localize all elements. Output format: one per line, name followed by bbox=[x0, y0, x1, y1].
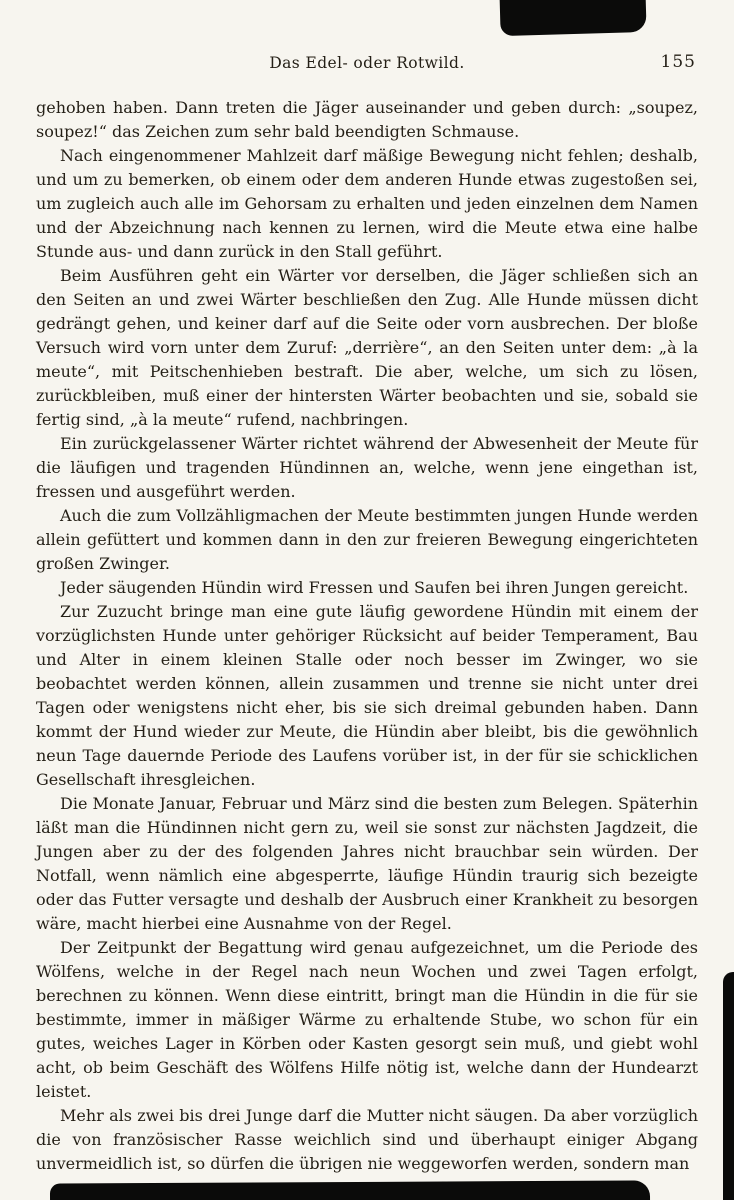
paragraph: Beim Ausführen geht ein Wärter vor derselben, die Jäger schließen sich an den Seiten an und zwei Wärter beschließen den Zug. Alle Hunde müssen dicht gedrängt gehen, und keiner darf auf die Seite oder vorn ausbrechen. Der bloße Versuch wird vorn unter dem Zuruf: „derrière“, an den Seiten unter dem: „à la meute“, mit Peitschenhieben bestraft. Die aber, welche, um sich zu lösen, zurückbleiben, muß einer der hintersten Wärter beobachten und sie, sobald sie fertig sind, „à la meute“ rufend, nachbringen. bbox=[36, 266, 698, 429]
paragraph: Mehr als zwei bis drei Junge darf die Mutter nicht säugen. Da aber vorzüglich die von französischer Rasse weichlich sind und überhaupt einiger Abgang unvermeidlich ist, so dürfen die übrigen nie weggeworfen werden, sondern man bbox=[36, 1106, 698, 1173]
paragraph: Nach eingenommener Mahlzeit darf mäßige Bewegung nicht fehlen; deshalb, und um zu bemerken, ob einem oder dem anderen Hunde etwas zugestoßen sei, um zugleich auch alle im Gehorsam zu erhalten und jeden einzelnen dem Namen und der Abzeichnung nach kennen zu lernen, wird die Meute etwa eine halbe Stunde aus- und dann zurück in den Stall geführt. bbox=[36, 146, 698, 261]
paragraph: Jeder säugenden Hündin wird Fressen und Saufen bei ihren Jungen gereicht. bbox=[60, 578, 689, 597]
running-header-title: Das Edel- oder Rotwild. bbox=[269, 54, 465, 72]
running-header bbox=[36, 0, 698, 78]
scan-artifact-bottom bbox=[50, 1180, 650, 1200]
scan-artifact-right bbox=[723, 972, 734, 1200]
paragraph: Zur Zuzucht bringe man eine gute läufig gewordene Hündin mit einem der vorzüglichsten Hunde unter gehöriger Rücksicht auf beider Temperament, Bau und Alter in einem kleinen Stalle oder noch besser im Zwinger, wo sie beobachtet werden können, allein zusammen und trenne sie nicht unter drei Tagen oder wenigstens nicht eher, bis sie sich dreimal gebunden haben. Dann kommt der Hund wieder zur Meute, die Hündin aber bleibt, bis die gewöhnlich neun Tage dauernde Periode des Laufens vorüber ist, in der für sie schicklichen Gesellschaft ihresgleichen. bbox=[36, 602, 698, 789]
paragraph: Die Monate Januar, Februar und März sind die besten zum Belegen. Späterhin läßt man die Hündinnen nicht gern zu, weil sie sonst zur nächsten Jagdzeit, die Jungen aber zu der des folgenden Jahres nicht brauchbar sein würden. Der Notfall, wenn nämlich eine abgesperrte, läufige Hündin traurig sich bezeigte oder das Futter versagte und deshalb der Ausbruch einer Krankheit zu besorgen wäre, macht hierbei eine Ausnahme von der Regel. bbox=[36, 794, 698, 933]
page-number: 155 bbox=[660, 52, 696, 72]
page-text bbox=[36, 96, 698, 1176]
paragraph: Auch die zum Vollzähligmachen der Meute bestimmten jungen Hunde werden allein gefüttert und kommen dann in den zur freieren Bewegung eingerichteten großen Zwinger. bbox=[36, 506, 698, 573]
paragraph: Ein zurückgelassener Wärter richtet während der Abwesenheit der Meute für die läufigen und tragenden Hündinnen an, welche, wenn jene eingethan ist, fressen und ausgeführt werden. bbox=[36, 434, 698, 501]
paragraph: gehoben haben. Dann treten die Jäger auseinander und geben durch: „soupez, soupez!“ das Zeichen zum sehr bald beendigten Schmause. bbox=[36, 98, 698, 141]
paragraph: Der Zeitpunkt der Begattung wird genau aufgezeichnet, um die Periode des Wölfens, welche in der Regel nach neun Wochen und zwei Tagen erfolgt, berechnen zu können. Wenn diese eintritt, bringt man die Hündin in die für sie bestimmte, immer in mäßiger Wärme zu erhaltende Stube, wo schon für ein gutes, weiches Lager in Körben oder Kasten gesorgt sein muß, und giebt wohl acht, ob beim Geschäft des Wölfens Hilfe nötig ist, welche dann der Hundearzt leistet. bbox=[36, 938, 698, 1101]
